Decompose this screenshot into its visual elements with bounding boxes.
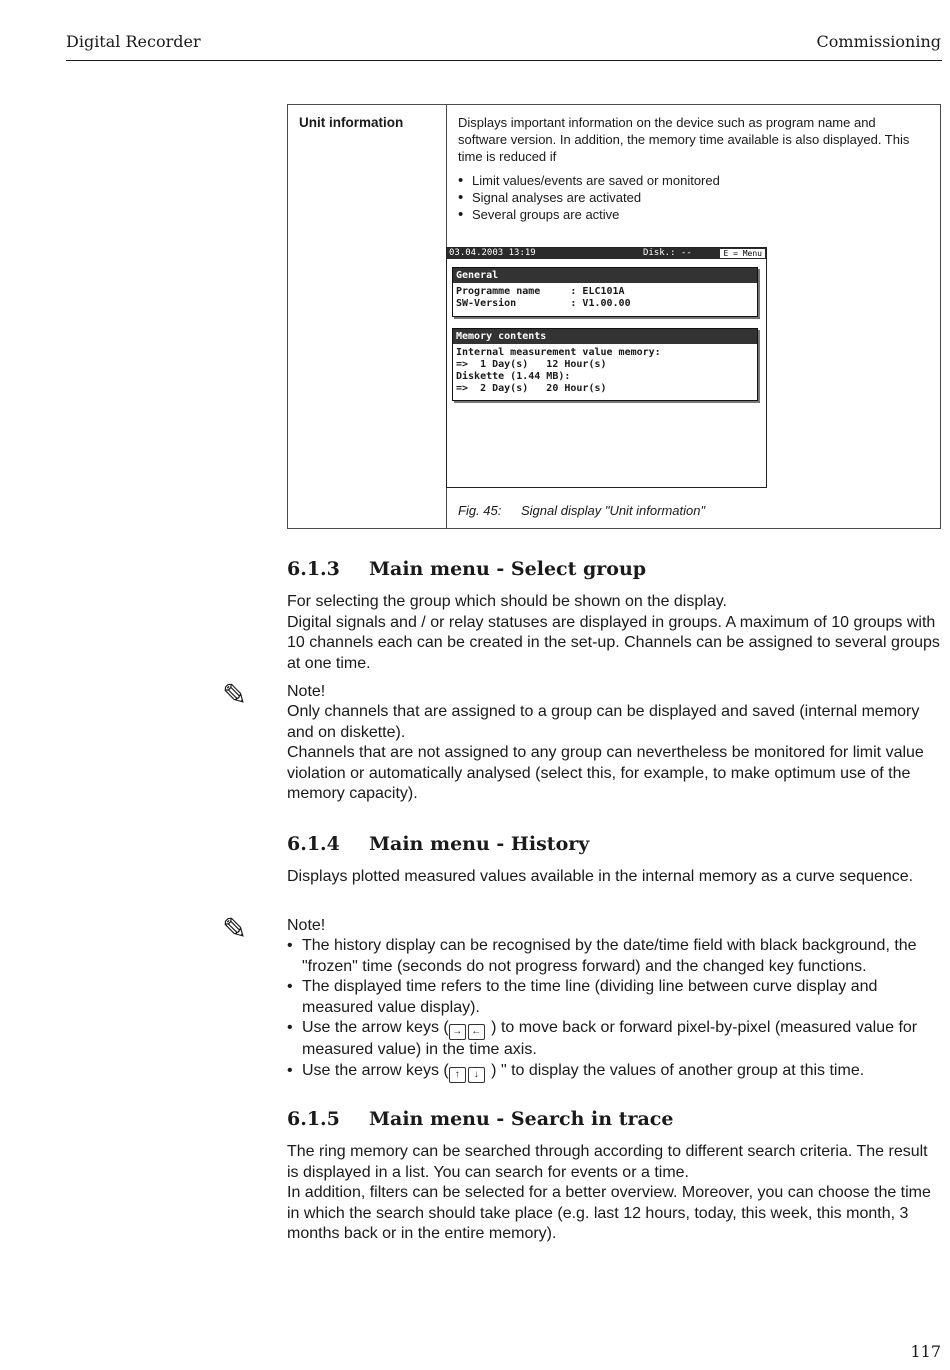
- pencil-note-icon: ✎: [222, 679, 248, 712]
- memory-line: Internal measurement value memory:: [456, 347, 661, 358]
- general-line: Programme name : ELC101A: [456, 286, 625, 297]
- memory-line: Diskette (1.44 MB):: [456, 371, 571, 382]
- general-line: SW-Version : V1.00.00: [456, 298, 631, 309]
- screen-menu-key: E = Menu: [720, 249, 765, 258]
- section-heading-6-1-5: [287, 1108, 673, 1130]
- section-heading-6-1-4: [287, 833, 589, 855]
- figure-caption: [458, 503, 705, 518]
- figure-caption-text: Signal display "Unit information": [521, 503, 706, 518]
- arrow-down-key-icon: ↓: [468, 1067, 485, 1083]
- arrow-left-key-icon: ←: [468, 1024, 485, 1040]
- list-item: • The displayed time refers to the time line (dividing line between curve display and measured value display).: [287, 977, 942, 1018]
- section-6-1-5-paragraph: The ring memory can be searched through according to different search criteria. The result is displayed in a list. You can search for events or a time. In addition, filters can be selected for a better overview. Moreover, you can choose the time in which the search should take place (e.g. last 12 hours, today, this week, this month, 3 months back or in the entire memory).: [287, 1143, 931, 1242]
- section-6-1-3-paragraph: For selecting the group which should be shown on the display. Digital signals and / or relay statuses are displayed in groups. A maximum of 10 groups with 10 channels each can be created in the set-up. Channels can be assigned to several groups at one time.: [287, 593, 940, 672]
- section-number: 6.1.4: [287, 833, 340, 855]
- unit-information-table: [287, 104, 941, 529]
- general-panel: [452, 267, 758, 317]
- unit-information-description: Displays important information on the device such as program name and software version. In addition, the memory time available is also displayed. This time is reduced if: [458, 115, 910, 164]
- section-number: 6.1.3: [287, 558, 340, 580]
- section-title: Main menu - Search in trace: [369, 1108, 674, 1130]
- memory-contents-panel: [452, 328, 758, 401]
- note-label: Note!: [287, 917, 326, 934]
- arrow-up-key-icon: ↑: [449, 1067, 466, 1083]
- note-label: Note!: [287, 683, 326, 700]
- arrow-right-key-icon: →: [449, 1024, 466, 1040]
- memory-panel-title: Memory contents: [453, 329, 757, 344]
- list-item: • Signal analyses are activated: [458, 189, 720, 206]
- section-title: Main menu - Select group: [369, 558, 647, 580]
- list-item-text: Use the arrow keys (: [302, 1061, 449, 1079]
- page-number: 117: [910, 1342, 941, 1361]
- memory-panel-body: [453, 344, 757, 395]
- list-item-text: ) to move back or forward pixel-by-pixel (measured value for measured value) in the time axis.: [302, 1019, 918, 1058]
- section-heading-6-1-3: [287, 558, 646, 580]
- section-number: 6.1.5: [287, 1108, 340, 1130]
- list-item: • Limit values/events are saved or monitored: [458, 172, 720, 189]
- list-item-text: ) " to display the values of another group at this time.: [486, 1061, 865, 1079]
- list-item: [287, 1061, 942, 1083]
- running-header-section: Commissioning: [816, 32, 941, 51]
- device-screen-figure: [446, 247, 767, 488]
- pencil-note-icon: ✎: [222, 913, 248, 946]
- header-rule: [66, 60, 942, 61]
- screen-status-bar: [447, 248, 766, 259]
- screen-disk-status: Disk.: --: [643, 248, 692, 258]
- running-header-title: Digital Recorder: [66, 32, 201, 51]
- list-item: [287, 1018, 942, 1061]
- list-item: • The history display can be recognised by the date/time field with black background, the "frozen" time (seconds do not progress forward) and the changed key functions.: [287, 936, 942, 977]
- memory-line: => 2 Day(s) 20 Hour(s): [456, 383, 607, 394]
- figure-caption-number: Fig. 45:: [458, 503, 502, 518]
- unit-information-label: Unit information: [299, 115, 404, 130]
- section-6-1-4-paragraph: Displays plotted measured values available in the internal memory as a curve sequence.: [287, 868, 914, 885]
- general-panel-title: General: [453, 268, 757, 283]
- list-item: • Several groups are active: [458, 206, 720, 223]
- screen-date-time: 03.04.2003 13:19: [449, 248, 536, 258]
- section-6-1-3-note-text: Only channels that are assigned to a group can be displayed and saved (internal memory and on diskette). Channels that are not assigned to any group can nevertheless be monitored for limit value violation or automatically analysed (select this, for example, to make optimum use of the memory capacity).: [287, 703, 924, 802]
- section-title: Main menu - History: [369, 833, 590, 855]
- general-panel-body: [453, 283, 757, 310]
- memory-line: => 1 Day(s) 12 Hour(s): [456, 359, 607, 370]
- list-item-text: Use the arrow keys (: [302, 1019, 449, 1036]
- history-notes-list: [287, 936, 942, 1083]
- memory-reduction-list: [458, 172, 720, 223]
